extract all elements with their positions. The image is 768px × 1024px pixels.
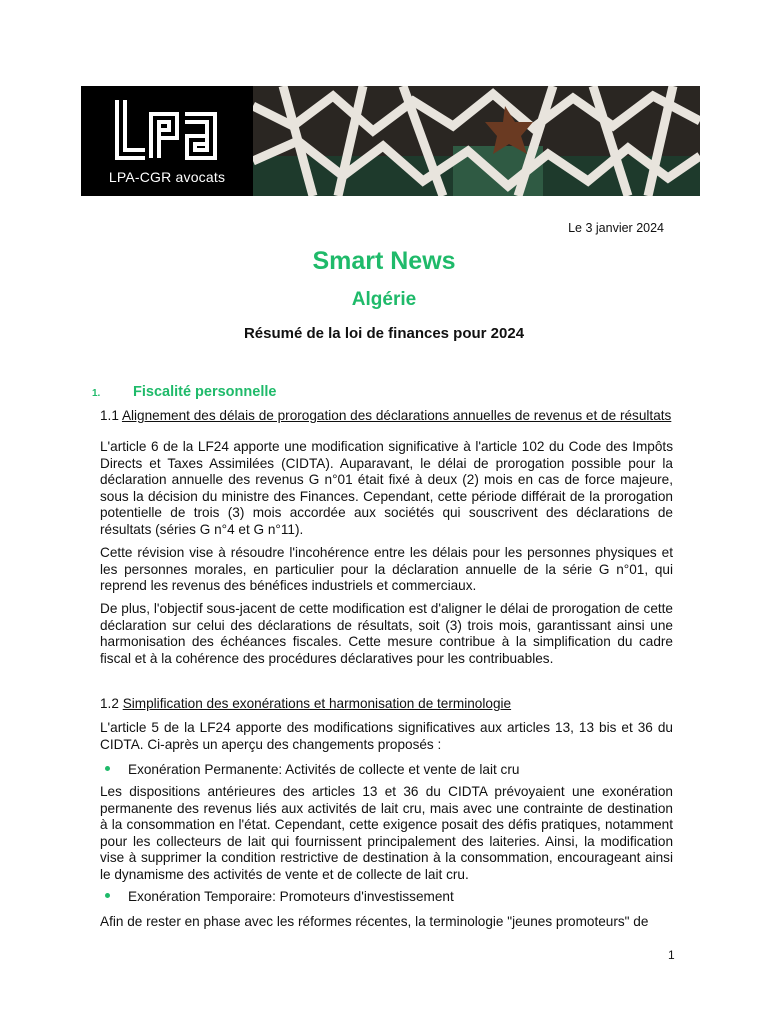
list-item-text: Exonération Temporaire: Promoteurs d'investissement	[128, 889, 454, 904]
document-date: Le 3 janvier 2024	[568, 221, 664, 235]
paragraph: L'article 5 de la LF24 apporte des modifications significatives aux articles 13, 13 bis et 36 du CIDTA. Ci-après un aperçu des changements proposés :	[100, 720, 673, 752]
document-title: Smart News	[312, 247, 456, 275]
subsection-heading-1-1	[100, 408, 671, 423]
document-subtitle: Algérie	[351, 289, 417, 310]
logo-text: LPA-CGR avocats	[108, 169, 226, 185]
subsection-number: 1.1	[100, 408, 119, 423]
document-summary-heading: Résumé de la loi de finances pour 2024	[243, 325, 525, 342]
subsection-number: 1.2	[100, 696, 119, 711]
section-title: Fiscalité personnelle	[133, 384, 277, 400]
subsection-title: Simplification des exonérations et harmonisation de terminologie	[122, 696, 512, 711]
subsection-heading-1-2	[100, 696, 511, 711]
subsection-title: Alignement des délais de prorogation des déclarations annuelles de revenus et de résultats	[121, 408, 672, 423]
paragraph: Afin de rester en phase avec les réformes récentes, la terminologie "jeunes promoteurs" de	[100, 914, 649, 929]
page-number: 1	[668, 948, 675, 962]
bullet-dot-icon	[105, 766, 110, 771]
list-item	[100, 762, 519, 777]
list-item	[100, 889, 454, 904]
bullet-dot-icon	[105, 893, 110, 898]
list-item-text: Exonération Permanente: Activités de collecte et vente de lait cru	[128, 762, 520, 777]
paragraph: De plus, l'objectif sous-jacent de cette modification est d'aligner le délai de prorogation de cette déclaration sur celui des déclarations de résultats, soit (3) trois mois, garantissant ainsi une harmonisation des échéances fiscales. Cette mesure contribue à la simplification du cadre fiscal et à la cohérence des procédures déclaratives pour les contribuables.	[100, 601, 673, 666]
geometric-tile-pattern	[253, 86, 700, 196]
paragraph: Cette révision vise à résoudre l'incohérence entre les délais pour les personnes physiques et les personnes morales, en particulier pour la déclaration annuelle de la série G n°01, qui reprend les revenus des bénéfices industriels et commerciaux.	[100, 545, 673, 594]
logo-block	[81, 86, 253, 196]
lpa-logo	[111, 96, 223, 164]
paragraph: Les dispositions antérieures des articles 13 et 36 du CIDTA prévoyaient une exonération permanente des revenus liés aux activités de lait cru, mais avec une contrainte de destination à la consommation en l'état. Cependant, cette exigence posait des défis pratiques, notamment pour les collecteurs de lait qui fournissent principalement des laiteries. Ainsi, la modification vise à supprimer la condition restrictive de destination à la consommation, encourageant ainsi le dynamisme des activités de vente et de collecte de lait cru.	[100, 784, 673, 882]
paragraph: L'article 6 de la LF24 apporte une modification significative à l'article 102 du Code des Impôts Directs et Taxes Assimilées (CIDTA). Auparavant, le délai de prorogation possible pour la déclaration annuelle des revenus G n°01 était fixé à deux (2) mois en cas de force majeure, sous la décision du ministre des Finances. Cependant, cette période différait de la prorogation potentielle de trois (3) mois accordée aux sociétés qui souscrivent des déclarations de résultats (séries G n°4 et G n°11).	[100, 439, 673, 537]
section-number: 1.	[92, 388, 101, 399]
header-banner	[81, 86, 700, 196]
